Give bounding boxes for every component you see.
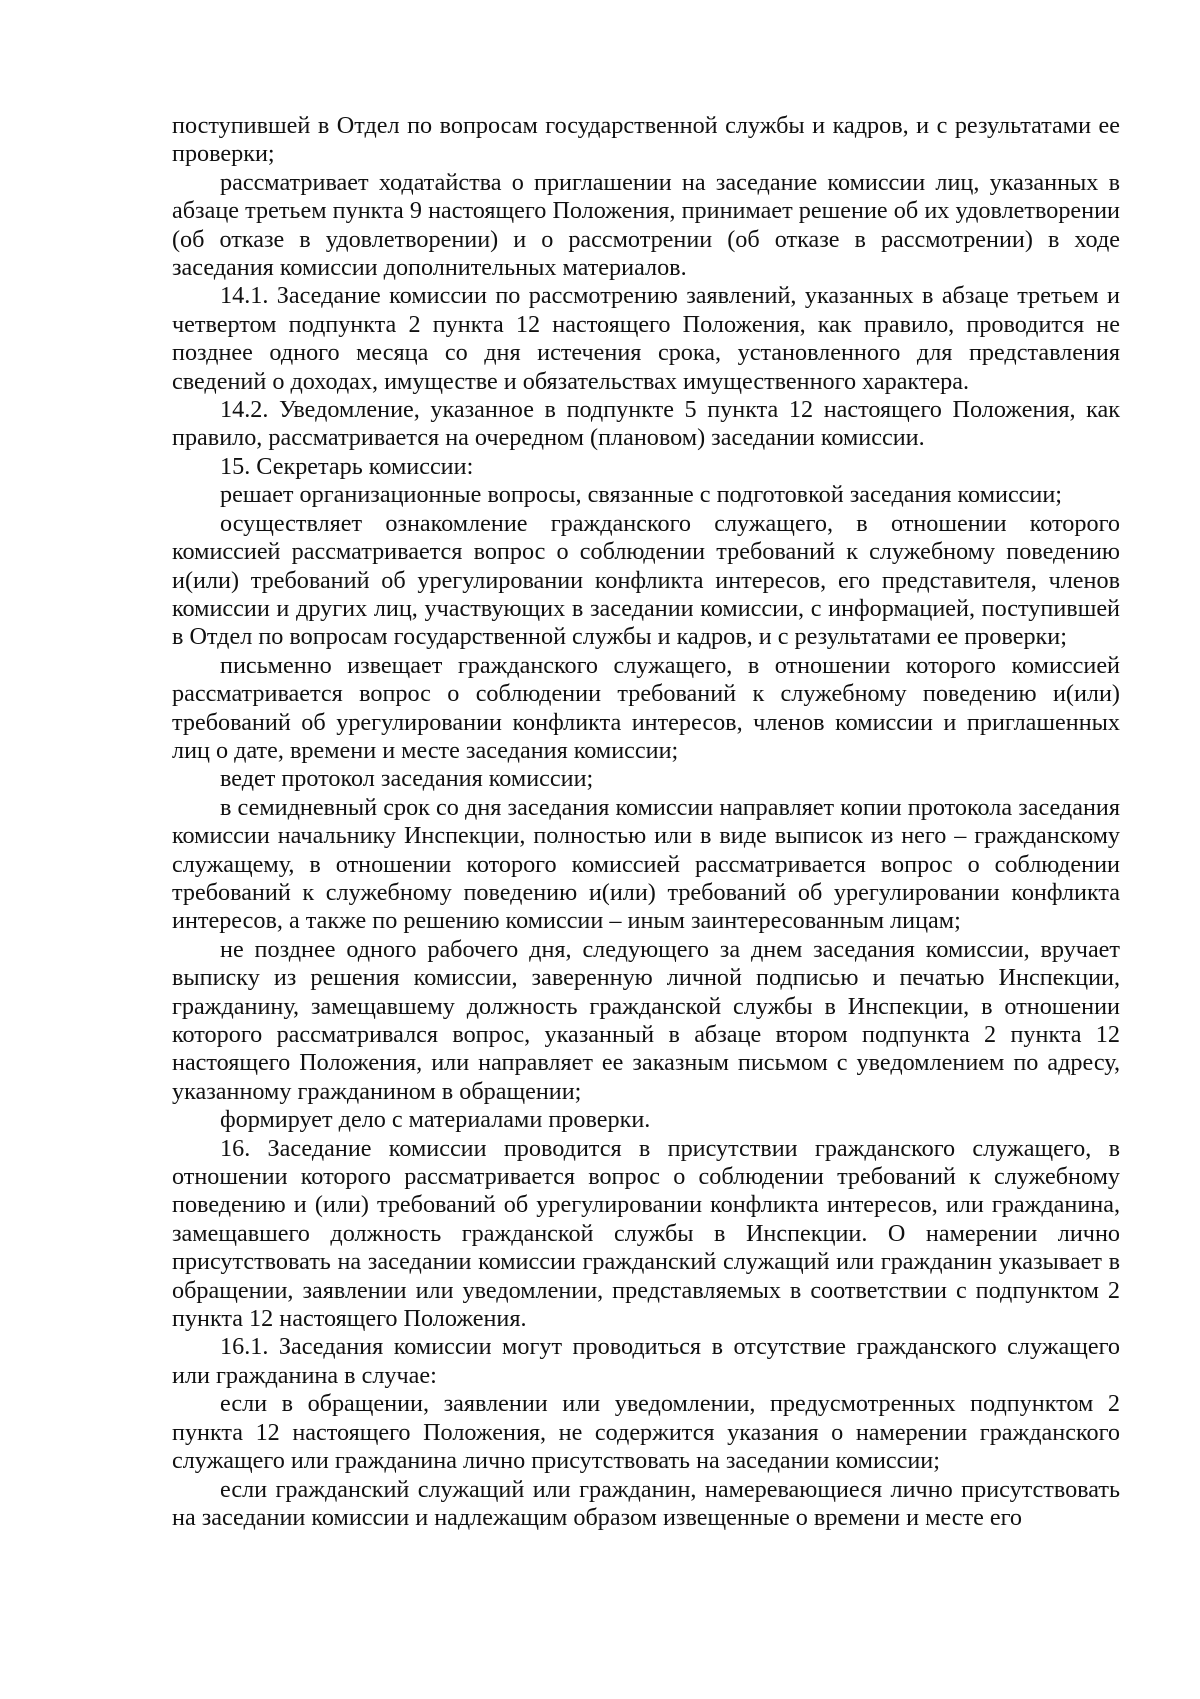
paragraph: если гражданский служащий или гражданин, намеревающиеся лично присутствовать на заседании комиссии и надлежащим образом извещенные о времени и месте его <box>172 1475 1120 1531</box>
paragraph-16-1: 16.1. Заседания комиссии могут проводиться в отсутствие гражданского служащего или гражданина в случае: <box>172 1333 1120 1389</box>
paragraph-14-2: 14.2. Уведомление, указанное в подпункте 5 пункта 12 настоящего Положения, как правило, рассматривается на очередном (плановом) заседании комиссии. <box>172 396 1120 452</box>
paragraph: ведет протокол заседания комиссии; <box>220 765 594 793</box>
paragraph-16: 16. Заседание комиссии проводится в присутствии гражданского служащего, в отношении которого рассматривается вопрос о соблюдении требований к служебному поведению и (или) требований об урегулировании конфликта интересов, или гражданина, замещавшего должность гражданской службы в Инспекции. О намерении лично присутствовать на заседании комиссии гражданский служащий или гражданин указывает в обращении, заявлении или уведомлении, представляемых в соответствии с подпунктом 2 пункта 12 настоящего Положения. <box>172 1134 1120 1333</box>
paragraph: рассматривает ходатайства о приглашении на заседание комиссии лиц, указанных в абзаце третьем пункта 9 настоящего Положения, принимает решение об их удовлетворении (об отказе в удовлетворении) и о рассмотрении (об отказе в рассмотрении) в ходе заседания комиссии дополнительных материалов. <box>172 168 1120 282</box>
paragraph: если в обращении, заявлении или уведомлении, предусмотренных подпунктом 2 пункта 12 настоящего Положения, не содержится указания о намерении гражданского служащего или гражданина лично присутствовать на заседании комиссии; <box>172 1390 1120 1475</box>
paragraph: не позднее одного рабочего дня, следующего за днем заседания комиссии, вручает выписку из решения комиссии, заверенную личной подписью и печатью Инспекции, гражданину, замещавшему должность гражданской службы в Инспекции, в отношении которого рассматривался вопрос, указанный в абзаце втором подпункта 2 пункта 12 настоящего Положения, или направляет ее заказным письмом с уведомлением по адресу, указанному гражданином в обращении; <box>172 935 1120 1105</box>
paragraph: в семидневный срок со дня заседания комиссии направляет копии протокола заседания комиссии начальнику Инспекции, полностью или в виде выписок из него – гражданскому служащему, в отношении которого комиссией рассматривается вопрос о соблюдении требований к служебному поведению и(или) требований об урегулировании конфликта интересов, а также по решению комиссии – иным заинтересованным лицам; <box>172 793 1120 935</box>
paragraph: решает организационные вопросы, связанные с подготовкой заседания комиссии; <box>220 481 1063 509</box>
paragraph-continuation: поступившей в Отдел по вопросам государственной службы и кадров, и с результатами ее проверки; <box>172 112 1120 168</box>
paragraph-14-1: 14.1. Заседание комиссии по рассмотрению заявлений, указанных в абзаце третьем и четвертом подпункта 2 пункта 12 настоящего Положения, как правило, проводится не позднее одного месяца со дня истечения срока, установленного для представления сведений о доходах, имуществе и обязательствах имущественного характера. <box>172 282 1120 395</box>
paragraph: письменно извещает гражданского служащего, в отношении которого комиссией рассматривается вопрос о соблюдении требований к служебному поведению и(или) требований об урегулировании конфликта интересов, членов комиссии и приглашенных лиц о дате, времени и месте заседания комиссии; <box>172 651 1120 764</box>
paragraph-15-heading: 15. Секретарь комиссии: <box>220 452 474 480</box>
paragraph: осуществляет ознакомление гражданского служащего, в отношении которого комиссией рассматривается вопрос о соблюдении требований к служебному поведению и(или) требований об урегулировании конфликта интересов, его представителя, членов комиссии и других лиц, участвующих в заседании комиссии, с информацией, поступившей в Отдел по вопросам государственной службы и кадров, и с результатами ее проверки; <box>172 509 1120 651</box>
paragraph: формирует дело с материалами проверки. <box>220 1106 651 1134</box>
document-body <box>172 112 1120 1532</box>
